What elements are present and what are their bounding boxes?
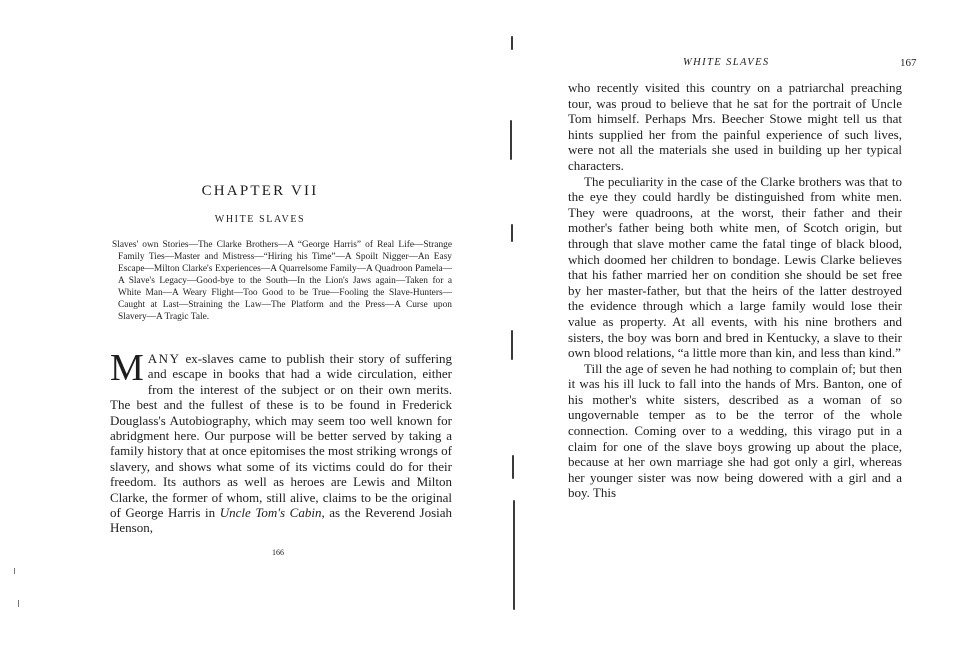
left-page-number: 166 (272, 548, 284, 557)
right-page-number: 167 (900, 57, 917, 69)
scan-speck (14, 568, 15, 574)
right-page-body (568, 80, 902, 501)
left-page-body (110, 347, 453, 536)
chapter-synopsis: Slaves' own Stories—The Clarke Brothers—A “George Harris” of Real Life—Strange Family Ties—Master and Mistress—“Hiring his Time”—A Spoilt Nigger—An Easy Escape—Milton Clarke's Experiences—A Quarrelsome Family—A Quadroon Pamela—A Slave's Legacy—Good-bye to the South—In the Lion's Jaws again—Taken for a White Man—A Weary Flight—Too Good to be True—Fooling the Slave-Hunters—Caught at Last—Straining the Law—The Platform and the Press—A Curse upon Slavery—A Tragic Tale. (112, 240, 452, 322)
opening-text: ex-slaves came to publish their story of suffering and escape in books that had a wide circulation, either from the interest of the subject or on their own merits. The best and the fullest of these is to be found in Frederick Douglass's Autobiography, which may seem too well known for abridgment here. Our purpose will be better served by taking a family history that at once epitomises the most striking wrongs of slavery, and shows what some of its victims could do for their freedom. Its authors as well as heroes are Lewis and Milton Clarke, the former of whom, still alive, claims to be the original of George Harris in (110, 351, 452, 521)
paragraph: Till the age of seven he had nothing to complain of; but then it was his ill luck to fall into the hands of Mrs. Banton, one of his mother's white sisters, described as a woman of so ungovernable temper as to be the terror of the whole connection. Coming over to a wedding, this virago put in a claim for one of the slave boys growing up about the place, because at her own marriage she had got only a girl, whereas her younger sister was now being dowered with a girl and a boy. This (568, 360, 902, 501)
opening-paragraph (110, 347, 453, 536)
book-title-italic: Uncle Tom's Cabin, (219, 505, 325, 521)
paragraph-continued: who recently visited this country on a patriarchal preaching tour, was proud to believe that he sat for the portrait of Uncle Tom himself. Perhaps Mrs. Beecher Stowe might tell us that hints supplied her from the painful experience of such lives, were not all the materials she used in building up her typical characters. (568, 80, 902, 173)
opening-text-end: as the Reverend Josiah Henson, (110, 505, 453, 536)
drop-cap: M (110, 347, 144, 389)
running-head: WHITE SLAVES (683, 57, 770, 68)
scan-speck (18, 600, 19, 607)
chapter-title: CHAPTER VII (201, 183, 319, 199)
paragraph: The peculiarity in the case of the Clarke brothers was that to the eye they could hardly be distinguished from white men. They were quadroons, at the worst, their father and their mother's father being both white men, of Scotch origin, but through that slave mother came the fatal tinge of black blood, which doomed her children to bondage. Lewis Clarke believes that his father married her on condition she should be set free by her master-father, but that the heirs of the latter destroyed the evidence through which a large family would lose their value as property. At all events, with his nine brothers and sisters, the boy was born and bred in Kentucky, a slave to their own blood relations, “a little more than kin, and less than kind.” (568, 173, 902, 361)
first-word-rest: ANY (147, 351, 181, 366)
chapter-subtitle: WHITE SLAVES (214, 214, 306, 225)
right-page (510, 0, 980, 667)
